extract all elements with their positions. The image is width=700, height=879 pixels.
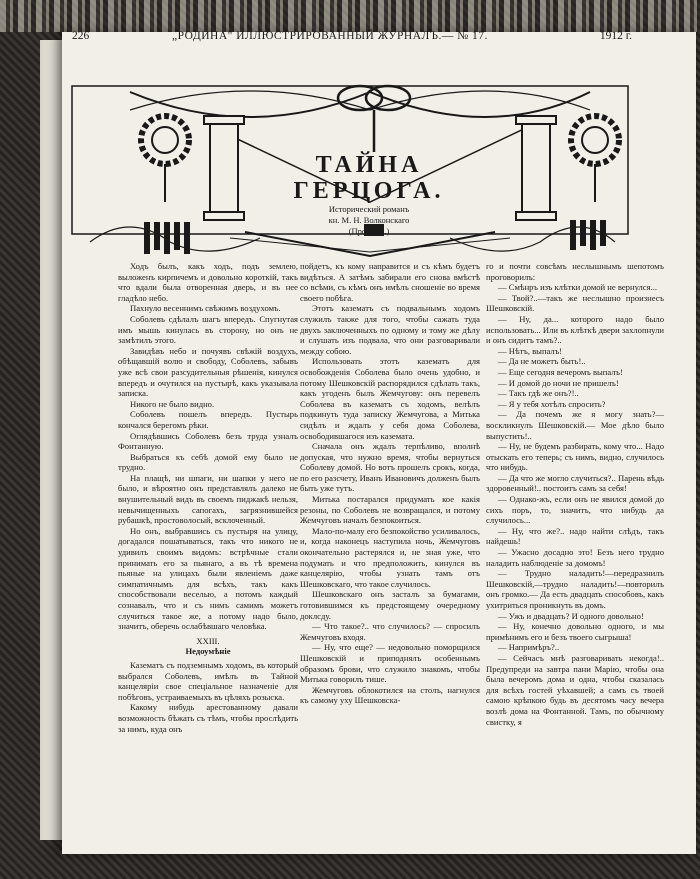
dialogue-line: — Трудно наладить!—передразнилъ Шешковскій,—трудно наладить!—повторилъ онъ громко.— Да есть двадцать способовъ, какъ ухитриться проникнуть въ домъ. [486, 568, 664, 610]
paragraph: Соболевъ пошелъ впередъ. Пустырь кончался берегомъ рѣки. [118, 409, 298, 430]
central-knot-ornament [338, 86, 410, 152]
chapter-title: Недоумѣніе [185, 646, 231, 657]
dialogue-line: — Смѣнръ изъ клѣтки домой не вернулся... [498, 282, 658, 293]
paragraph: Митька постарался придумать кое какія резоны, по Соболевъ не возвращался, и потому Жемчуговъ началъ безпокоиться. [300, 494, 480, 526]
dialogue-line: — Ну, да... которого надо было использовать... Или въ клѣткѣ двери захлопнули и онъ сидитъ тамъ?.. [486, 313, 664, 346]
paragraph: Какому нибудь арестованному давали возможность бѣжать съ тѣмъ, чтобы прослѣдить за нимъ, куда онъ [118, 702, 298, 734]
page-number: 226 [72, 30, 90, 42]
dialogue-line: — Ужъ и двадцать? И одного довольно! [498, 610, 644, 621]
paragraph: Мало-по-малу его безпокойство усиливалось, и, когда наконецъ наступила ночь, Жемчуговъ окончательно растерялся и, не зная уже, что подумать и что предположить, кинулся въ канцелярію, чтобы узнать тамъ отъ Шешковскаго, что такое случилось. [300, 525, 480, 589]
paragraph: Ходъ былъ, какъ ходъ, подъ землею, выложенъ кирпичемъ и довольно короткій, такъ что вдали была отворенная дверь, и въ нее гладѣло небо. [118, 261, 298, 303]
paragraph: Пахнуло весеннимъ свѣжимъ воздухомъ. [130, 303, 281, 314]
paragraph: Этотъ казематъ съ подвальнымъ ходомъ служилъ также для того, чтобы сажать туда двухъ заключенныхъ по одному и тому же дѣлу и слушать изъ подвала, что они разговаривали между собою. [300, 303, 480, 356]
text-column-3 [486, 261, 664, 727]
dialogue-line: — Ну, не будемъ разбирать, кому что... Надо отыскать его теперь; съ нимъ, видно, случилось что нибудь. [486, 441, 664, 473]
dialogue-line: — Ужасно досадно это! Безъ него трудно наладить наблюденіе за домомъ! [486, 547, 664, 568]
left-wreath-ornament [141, 116, 189, 202]
bar-pattern-right [570, 220, 606, 250]
dialogue-line: — Да что же могло случиться?.. Парень вѣдь здоровенный!.. постоитъ самъ за себя! [486, 472, 664, 494]
journal-title: „РОДИНА" ИЛЛЮСТРИРОВАННЫЙ ЖУРНАЛЪ.— № 17. [172, 30, 488, 42]
story-genre: Исторический романъ [328, 204, 410, 214]
binding-pattern [0, 0, 700, 32]
paragraph: Шешковскаго онъ засталъ за бумагами, готовившимся къ предстоящему очередному доклсду. [300, 589, 480, 621]
dialogue-line: — Сейчасъ мнѣ разговаривать некогда!.. Предупреди на завтра пани Марію, чтобы она была вечеромъ дома и одна, чтобы сказалась для всѣхъ гостей уѣхавшей; а самъ съ твоей самою крѣпкою будь въ десятомъ часу вечера возлѣ дома на Фонтанной. Тамъ, по обычному свистку, я [486, 652, 664, 727]
dialogue-line: — Да почемъ же я могу знать?— воскликнулъ Шешковскій.— Мое дѣло было выпустить!.. [486, 409, 664, 441]
dialogue-line: — Твой?..—такъ же неслышно произнесъ Шешковскій. [486, 292, 664, 314]
paragraph: Выбраться къ себѣ домой ему было не трудно. [118, 451, 298, 473]
dialogue-line: — Однако-жъ, если онъ не явился домой до сихъ поръ, то, значитъ, что нибудь да случилось... [486, 494, 664, 526]
paragraph: Жемчуговъ облокотился на столъ, нагнулся къ самому уху Шешковска- [300, 684, 480, 706]
dialogue-line: — Еще сегодня вечеромъ выпалъ! [498, 366, 623, 377]
text-column-1 [118, 261, 298, 734]
paragraph: пойдетъ, къ кому направится и съ кѣмъ будетъ видѣться. А затѣмъ забирали его снова вмѣстѣ со всѣми, съ кѣмъ онъ имѣлъ сношеніе во время своего побѣга. [300, 261, 480, 303]
paragraph: Соболевъ сдѣлалъ шагъ впередъ. Спугнутая имъ мышь кинулась въ сторону, но онъ не замѣтилъ этого. [118, 313, 298, 346]
dialogue-line: — Нѣтъ, выпалъ! [498, 345, 563, 356]
dialogue-line: — Ну, что же?.. надо найти слѣдъ, такъ найдешь! [486, 525, 664, 547]
paragraph: Никого не было видно. [130, 398, 215, 409]
dialogue-line: — Напримѣръ?.. [498, 642, 560, 653]
left-column-pillar [204, 116, 244, 220]
paragraph: Оглядѣвшись Соболевъ безъ труда узналъ Фонтанную. [118, 430, 298, 452]
story-title: ТАЙНА ГЕРЦОГА. [293, 152, 445, 204]
bar-pattern-left [144, 222, 190, 254]
paragraph: — Ну, что еще? — недовольно поморщился Шешковскій и приподнялъ особеннымъ образомъ брови, что служило знакомъ, чтобы Митька говорилъ тише. [300, 642, 480, 685]
dialogue-line: — Такъ гдѣ же онъ?!.. [498, 388, 579, 399]
dialogue-line: — Я у тебя хотѣлъ спросить? [498, 398, 606, 409]
story-author: кн. М. Н. Волконскаго [328, 215, 410, 225]
paragraph: — Что такое?.. что случилось? — спросилъ Жемчуговъ входя. [300, 621, 480, 642]
issue-year: 1912 г. [599, 30, 632, 42]
paragraph: го и почти совсѣмъ неслышнымъ шепотомъ проговорилъ: [486, 261, 664, 282]
chapter-number: XXIII. [196, 635, 220, 646]
paragraph: Сначала онъ ждалъ терпѣливо, вполнѣ допуская, что нужно время, чтобы вернуться Соболеву домой. Но вотъ прошелъ срокъ, когда, по его разсчету, Иванъ Ивановичъ долженъ былъ быть уже тутъ. [300, 441, 480, 494]
paragraph: Но онъ, выбравшись съ пустыря на улицу, догадался пошатываться, такъ что никого не удивилъ своимъ видомъ: встрѣчные стали принимать его за пьянаго, а въ тѣ времена пьяные на улицахъ были явленіемъ даже симпатичнымъ для всѣхъ, такъ какъ способствовали веселью, а потомъ каждый сознавалъ, что и съ нимъ самимъ можетъ случиться такое же, а потому надо было, значитъ, оберечь ослабѣвшаго человѣка. [118, 525, 298, 632]
dialogue-line: — Да не можетъ быть!.. [498, 356, 586, 367]
continuation-note: (Продолж.) [348, 226, 390, 236]
paragraph: Казематъ съ подземнымъ ходомъ, въ который выбрался Соболевъ, имѣлъ въ Тайной канцеляріи свое спеціальное назначеніе для побѣговъ, устраиваемыхъ въ цѣляхъ розыска. [118, 659, 298, 702]
title-block [248, 152, 490, 236]
right-wreath-ornament [571, 116, 619, 202]
text-column-2 [300, 261, 480, 706]
running-header [72, 30, 632, 46]
dialogue-line: — Ну, конечно довольно одного, и мы примѣнимъ его и безъ твоего сыгрыша! [486, 621, 664, 642]
paragraph: Завидѣвъ небо и почуявъ свѣжій воздухъ, обѣщавшій волю и свободу, Соболевъ, забывъ уже всѣ свои разсудительныя рѣшенія, кинулся впередъ и очутился на пустырѣ, какъ указывала записка. [118, 345, 298, 399]
paragraph: Использовать этотъ казематъ для освобожденія Соболева было очень удобно, и потому Шешковскій распорядился сдѣлать такъ, какъ угоденъ былъ Жемчугову: онъ перевелъ Соболева въ казематъ съ ходомъ, велѣлъ подкинуть туда записку Жемчугова, а Митька сидѣлъ и ждалъ у себя дома Соболева, освободившагося изъ каземата. [300, 356, 480, 441]
dialogue-line: — И домой до ночи не пришелъ! [498, 377, 619, 388]
right-column-pillar [516, 116, 556, 220]
paragraph: На плащѣ, ни шпаги, ни шапки у него не было, и вѣроятно онъ представлялъ далеко не внушительный видъ въ своемъ пиджакѣ нельзя, невычищенныхъ сапогахъ, загрязнившейся рубашкѣ, простоволосый, всклоченный. [118, 472, 298, 526]
